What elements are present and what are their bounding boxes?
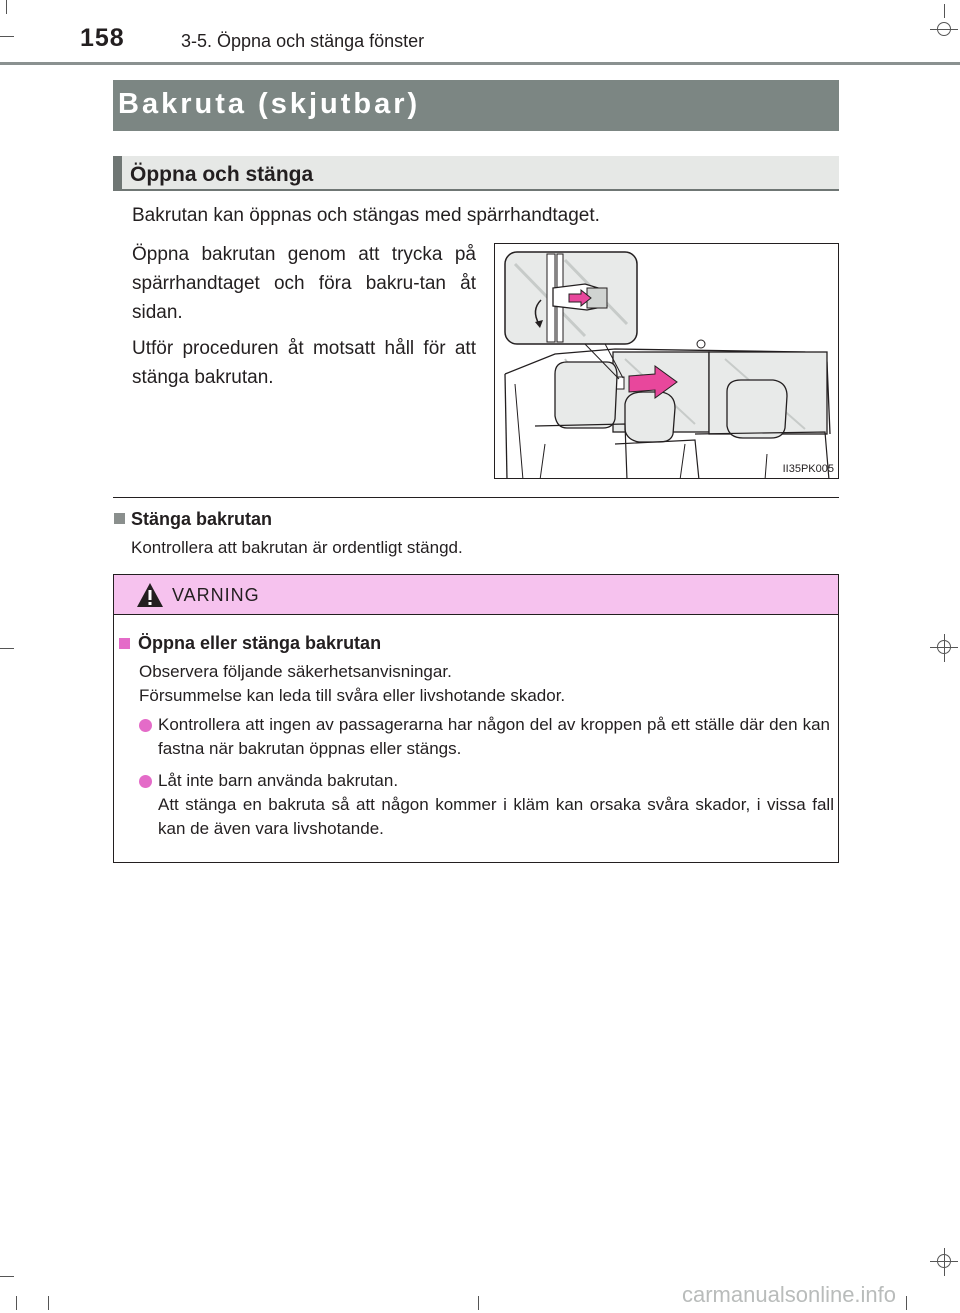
warning-intro-line-2: Försummelse kan leda till svåra eller livshotande skador. xyxy=(139,686,566,705)
square-bullet-icon xyxy=(114,513,125,524)
page-number: 158 xyxy=(80,24,125,52)
subsection-title: Öppna och stänga xyxy=(130,163,314,186)
rear-window-illustration xyxy=(494,243,839,479)
running-head: 3-5. Öppna och stänga fönster xyxy=(181,31,425,51)
open-instruction: Öppna bakrutan genom att trycka på spärrhandtaget och föra bakru-tan åt sidan. xyxy=(132,244,476,323)
warning-box xyxy=(113,574,839,863)
section-title: Bakruta (skjutbar) xyxy=(118,88,421,120)
note-heading: Stänga bakrutan xyxy=(131,509,273,529)
warning-header xyxy=(114,575,838,615)
warning-triangle-icon xyxy=(136,582,164,608)
warning-bullet-2-line-2: Att stänga en bakruta så att någon kommer i kläm kan orsaka svåra skador, i vissa fall kan de även vara livshotande. xyxy=(158,795,834,838)
warning-square-bullet-icon xyxy=(119,638,130,649)
warning-bullet-2-line-1: Låt inte barn använda bakrutan. xyxy=(158,771,399,790)
watermark: carmanualsonline.info xyxy=(682,1282,897,1307)
warning-label: VARNING xyxy=(172,585,260,605)
cab-interior-drawing xyxy=(495,244,839,479)
warning-round-bullet-icon xyxy=(139,775,152,788)
note-text: Kontrollera att bakrutan är ordentligt stängd. xyxy=(131,538,463,557)
intro-text: Bakrutan kan öppnas och stängas med spärrhandtaget. xyxy=(132,205,600,226)
warning-intro-line-1: Observera följande säkerhetsanvisningar. xyxy=(139,662,452,681)
section-divider xyxy=(113,497,839,498)
close-instruction: Utför proceduren åt motsatt håll för att stänga bakrutan. xyxy=(132,338,476,388)
header-rule xyxy=(0,62,960,65)
warning-heading: Öppna eller stänga bakrutan xyxy=(138,633,382,653)
illustration-code: II35PK005 xyxy=(782,463,834,475)
subsection-bar xyxy=(113,156,122,191)
warning-round-bullet-icon xyxy=(139,719,152,732)
warning-bullet-1: Kontrollera att ingen av passagerarna har någon del av kroppen på ett ställe där den kan fastna när bakrutan öppnas eller stängs. xyxy=(158,715,830,758)
